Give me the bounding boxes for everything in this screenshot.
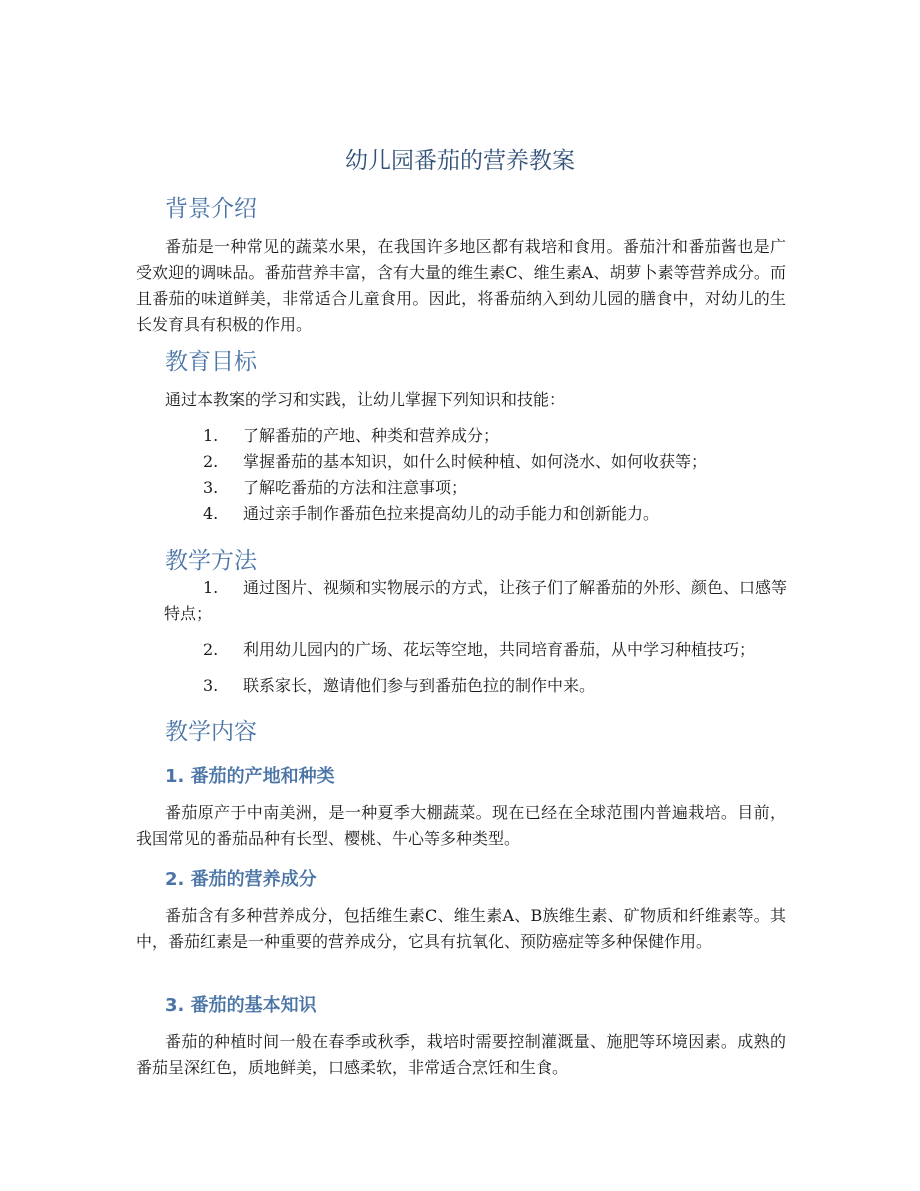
list-number: 2.: [203, 452, 219, 471]
document-title: 幼儿园番茄的营养教案: [345, 148, 575, 174]
heading-goals: 教育目标: [165, 349, 257, 375]
list-number: 1.: [203, 426, 219, 445]
paragraph-nutrition: 番茄含有多种营养成分，包括维生素C、维生素A、B族维生素、矿物质和纤维素等。其中，番茄红素是一种重要的营养成分，它具有抗氧化、预防癌症等多种保健作用。: [136, 906, 786, 951]
heading-methods: 教学方法: [165, 548, 257, 574]
list-text: 通过图片、视频和实物展示的方式，让孩子们了解番茄的外形、颜色、口感等特点；: [164, 578, 788, 623]
list-number: 2.: [203, 640, 219, 659]
subheading-origin: 1. 番茄的产地和种类: [165, 766, 335, 787]
list-item: [164, 673, 789, 699]
paragraph-background: 番茄是一种常见的蔬菜水果，在我国许多地区都有栽培和食用。番茄汁和番茄酱也是广受欢迎的调味品。番茄营养丰富，含有大量的维生素C、维生素A、胡萝卜素等营养成分。而且番茄的味道鲜美，非常适合儿童食用。因此，将番茄纳入到幼儿园的膳食中，对幼儿的生长发育具有积极的作用。: [136, 237, 786, 334]
list-item: [164, 575, 789, 627]
list-text: 利用幼儿园内的广场、花坛等空地，共同培育番茄，从中学习种植技巧；: [243, 640, 756, 659]
list-text: 联系家长，邀请他们参与到番茄色拉的制作中来。: [243, 676, 596, 695]
paragraph-basics: 番茄的种植时间一般在春季或秋季，栽培时需要控制灌溉量、施肥等环境因素。成熟的番茄呈深红色，质地鲜美，口感柔软，非常适合烹饪和生食。: [136, 1032, 786, 1077]
goals-list: [203, 423, 803, 527]
list-number: 4.: [203, 504, 219, 523]
paragraph-goals-intro: 通过本教案的学习和实践，让幼儿掌握下列知识和技能：: [165, 390, 566, 409]
paragraph-origin: 番茄原产于中南美洲，是一种夏季大棚蔬菜。现在已经在全球范围内普遍栽培。目前，我国常见的番茄品种有长型、樱桃、牛心等多种类型。: [136, 803, 786, 848]
list-item: [203, 423, 803, 449]
heading-background: 背景介绍: [165, 196, 257, 222]
methods-list: [164, 575, 789, 699]
list-number: 1.: [203, 578, 219, 597]
list-item: [164, 637, 789, 663]
list-number: 3.: [203, 676, 219, 695]
list-number: 3.: [203, 478, 219, 497]
heading-content: 教学内容: [165, 719, 257, 745]
list-item: [203, 475, 803, 501]
list-text: 掌握番茄的基本知识，如什么时候种植、如何浇水、如何收获等；: [243, 452, 708, 471]
list-text: 了解吃番茄的方法和注意事项；: [243, 478, 468, 497]
list-item: [203, 449, 803, 475]
subheading-nutrition: 2. 番茄的营养成分: [165, 869, 317, 890]
list-text: 通过亲手制作番茄色拉来提高幼儿的动手能力和创新能力。: [243, 504, 660, 523]
list-text: 了解番茄的产地、种类和营养成分；: [243, 426, 500, 445]
list-item: [203, 501, 803, 527]
subheading-basics: 3. 番茄的基本知识: [165, 995, 317, 1016]
